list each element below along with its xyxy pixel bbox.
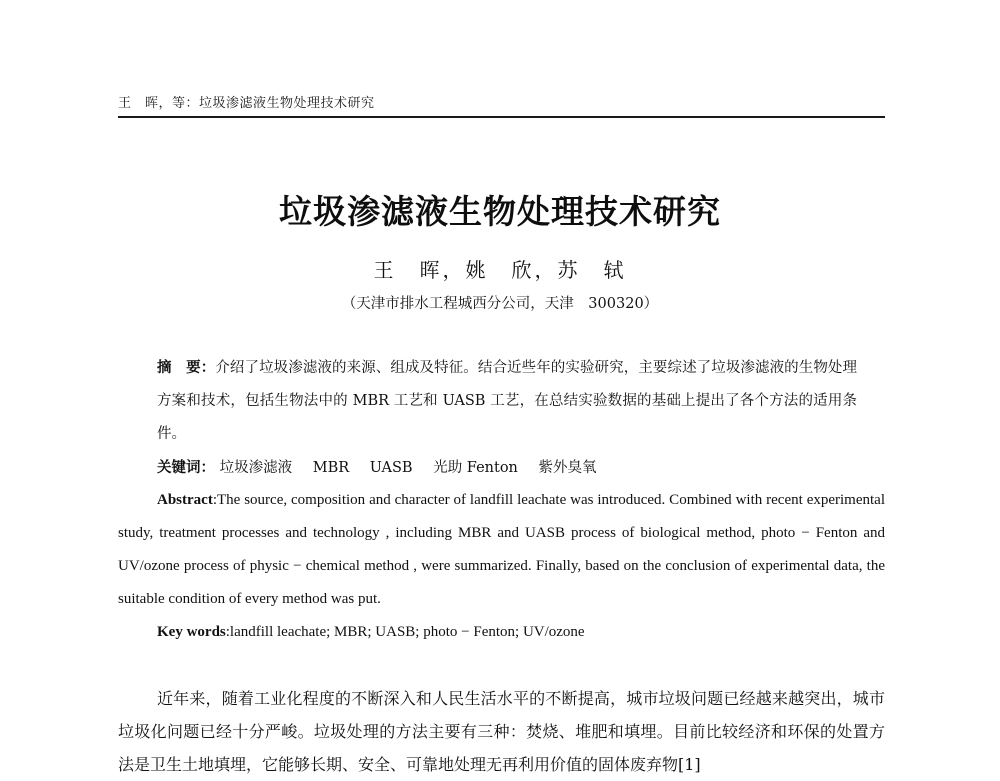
author-affiliation: （天津市排水工程城西分公司，天津 300320） [341, 296, 659, 312]
keyword-term: 光助 Fenton [433, 460, 518, 476]
article-title: 垃圾渗滤液生物处理技术研究 [279, 192, 721, 231]
keyword-term: 垃圾渗滤液 [219, 460, 293, 476]
body-paragraph: 近年来，随着工业化程度的不断深入和人民生活水平的不断提高，城市垃圾问题已经越来越突出，城市垃圾化问题已经十分严峻。垃圾处理的方法主要有三种：焚烧、堆肥和填埋。目前比较经济和环保的处置方法是卫生土地填埋，它能够长期、安全、可靠地处理无再利用价值的固体废弃物[1] [118, 689, 885, 774]
running-header: 王 晖，等：垃圾渗滤液生物处理技术研究 [118, 96, 375, 111]
english-keywords [157, 616, 585, 649]
keyword-term: 紫外臭氧 [538, 460, 597, 476]
keyword-term: UASB [369, 460, 413, 476]
chinese-keywords [157, 452, 885, 485]
chinese-abstract-text: 介绍了垃圾渗滤液的来源、组成及特征。结合近些年的实验研究，主要综述了垃圾渗滤液的生物处理方案和技术，包括生物法中的 MBR 工艺和 UASB 工艺，在总结实验数据的基础上提出了各个方法的适用条件。 [157, 360, 857, 442]
english-abstract [118, 484, 885, 616]
chinese-abstract-label: 摘 要： [157, 360, 216, 376]
keyword-term: MBR [312, 460, 350, 476]
english-abstract-label: Abstract [157, 492, 213, 508]
chinese-keywords-label: 关键词： [157, 460, 215, 476]
english-keywords-text: :landfill leachate; MBR; UASB; photo − Fenton; UV/ozone [225, 624, 585, 640]
author-list: 王 晖，姚 欣，苏 轼 [373, 258, 627, 282]
english-keywords-label: Key words [157, 624, 226, 640]
english-abstract-text: :The source, composition and character of landfill leachate was introduced. Combined with recent experimental study, treatment processes and technology , including MBR and UASB process of biological method, photo − Fenton and UV/ozone process of physic − chemical method , were summarized. Finally, based on the conclusion of experimental data, the suitable condition of every method was put. [118, 492, 885, 607]
header-rule [118, 116, 885, 118]
chinese-abstract [157, 352, 857, 451]
